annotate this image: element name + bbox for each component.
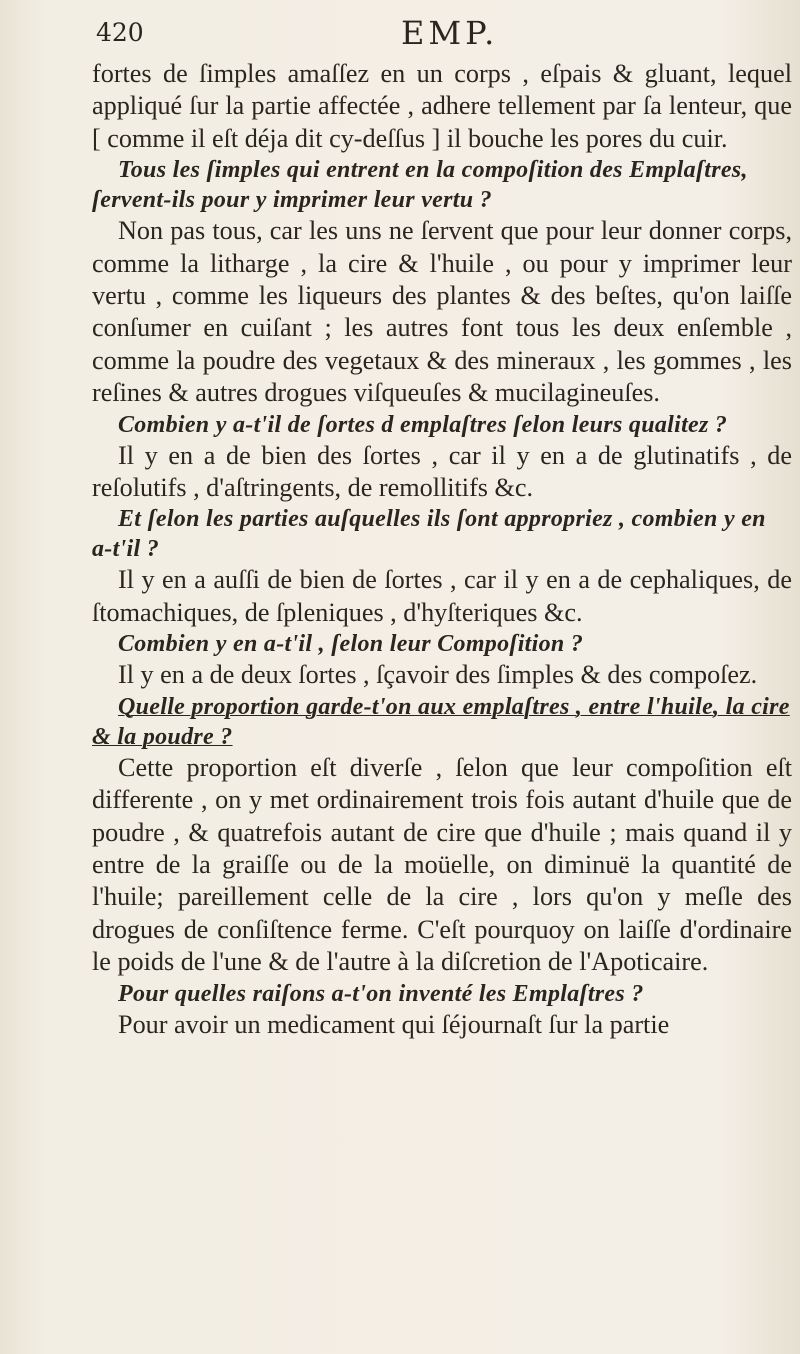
question-heading: [92, 692, 792, 752]
paragraph: Pour avoir un medicament qui ſéjournaſt ſur la partie: [118, 1009, 670, 1039]
paragraph: Il y en a auſſi de bien de ſortes , car il y en a de cephaliques, de ſtomachiques, de ſpleniques , d'hyſteriques &c.: [92, 565, 792, 627]
page-header: [96, 14, 656, 58]
question-heading: Combien y en a-t'il , ſelon leur Compoſition ?: [118, 631, 584, 658]
paragraph: Il y en a de bien des ſortes , car il y en a de glutinatifs , de reſolutifs , d'aſtringents, de remollitifs &c.: [92, 440, 792, 503]
question-heading: Et ſelon les parties auſquelles ils ſont appropriez , combien y en a-t'il ?: [92, 506, 766, 563]
question-heading: Combien y a-t'il de ſortes d emplaſtres ſelon leurs qualitez ?: [118, 411, 728, 438]
paragraph: Il y en a de deux ſortes , ſçavoir des ſimples & des compoſez.: [118, 660, 758, 690]
page-number: 420: [96, 18, 144, 47]
paragraph: fortes de ſimples amaſſez en un corps , eſpais & gluant, lequel appliqué ſur la partie affectée , adhere tellement par ſa lenteur, que [ comme il eſt déja dit cy-deſſus ] il bouche les pores du cuir.: [92, 59, 792, 153]
body-text: [92, 58, 792, 1041]
question-heading: Pour quelles raiſons a-t'on inventé les Emplaſtres ?: [118, 980, 644, 1007]
running-head: EMP.: [401, 14, 499, 52]
question-heading: Tous les ſimples qui entrent en la compoſition des Emplaſtres, ſervent-ils pour y imprimer leur vertu ?: [92, 157, 748, 214]
paragraph: Non pas tous, car les uns ne ſervent que pour leur donner corps, comme la litharge , la cire & l'huile , ou pour y imprimer leur vertu , comme les liqueurs des plantes & des beſtes, qu'on laiſſe conſumer en cuiſant ; les autres font tous les deux enſemble , comme la poudre des vegetaux & des mineraux , les gommes , les reſines & autres drogues viſqueuſes & mucilagineuſes.: [92, 216, 792, 408]
paragraph: Cette proportion eſt diverſe , ſelon que leur compoſition eſt differente , on y met ordinairement trois fois autant d'huile que de poudre , & quatrefois autant de cire que d'huile ; mais quand il y entre de la graiſſe ou de la moüelle, on diminuë la quantité de l'huile; pareillement celle de la cire , lors qu'on y meſle des drogues de conſiſtence ferme. C'eſt pourquoy on laiſſe d'ordinaire le poids de l'une & de l'autre à la diſcretion de l'Apoticaire.: [92, 752, 792, 977]
question-heading-text: Quelle proportion garde-t'on aux emplaſtres , entre l'huile, la cire & la poudre ?: [92, 693, 790, 750]
